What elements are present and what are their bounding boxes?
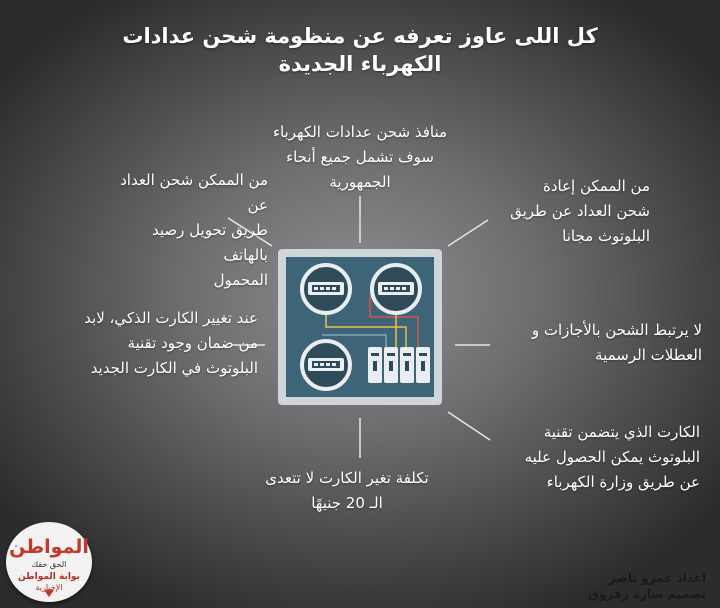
- fact-mobile-transfer: من الممكن شحن العداد عن طريق تحويل رصيد بالهاتف المحمول: [120, 171, 268, 289]
- credits: [566, 570, 706, 602]
- fact-holidays: لا يرتبط الشحن بالأجازات و العطلات الرسمية: [531, 321, 702, 364]
- meter-dial-top-right: [372, 265, 420, 313]
- title-line-1: كل اللى عاوز تعرفه عن منظومة شحن عدادات: [122, 24, 598, 48]
- fact-bluetooth-card: الكارت الذي يتضمن تقنية البلوتوث يمكن الحصول عليه عن طريق وزارة الكهرباء: [524, 423, 700, 491]
- fact-card-cost: تكلفة تغير الكارت لا تتعدى الـ 20 جنيهًا: [265, 469, 429, 512]
- meter-dial-top-left: [302, 265, 350, 313]
- connector-top-right: [448, 220, 488, 246]
- logo-slogan: الحق حقك: [31, 560, 67, 569]
- logo-name: المواطن: [9, 536, 89, 558]
- meter-dial-bottom-left: [302, 341, 350, 389]
- fact-bluetooth-recharge: من الممكن إعادة شحن العداد عن طريق البلوتوث مجانا: [510, 177, 650, 245]
- fact-outlets: منافذ شحن عدادات الكهرباء سوف تشمل جميع أنحاء الجمهورية: [272, 123, 448, 191]
- credit-designed-by: تصميم سارة زقزوق: [588, 587, 706, 601]
- credit-prepared-by: اعداد عمرو ناصر: [608, 571, 706, 585]
- title-line-2: الكهرباء الجديدة: [278, 52, 442, 76]
- logo-check-mark: [44, 590, 54, 597]
- logo-portal-type: الإخبارية: [35, 583, 63, 592]
- fact-card-change: عند تغيير الكارت الذكي، لابد من ضمان وجود تقنية البلوتوث في الكارت الجديد: [84, 309, 258, 377]
- logo-portal-name: بوابة المواطن: [18, 572, 80, 582]
- electric-meter-panel-icon: [278, 249, 442, 405]
- almowaten-logo: [6, 522, 92, 602]
